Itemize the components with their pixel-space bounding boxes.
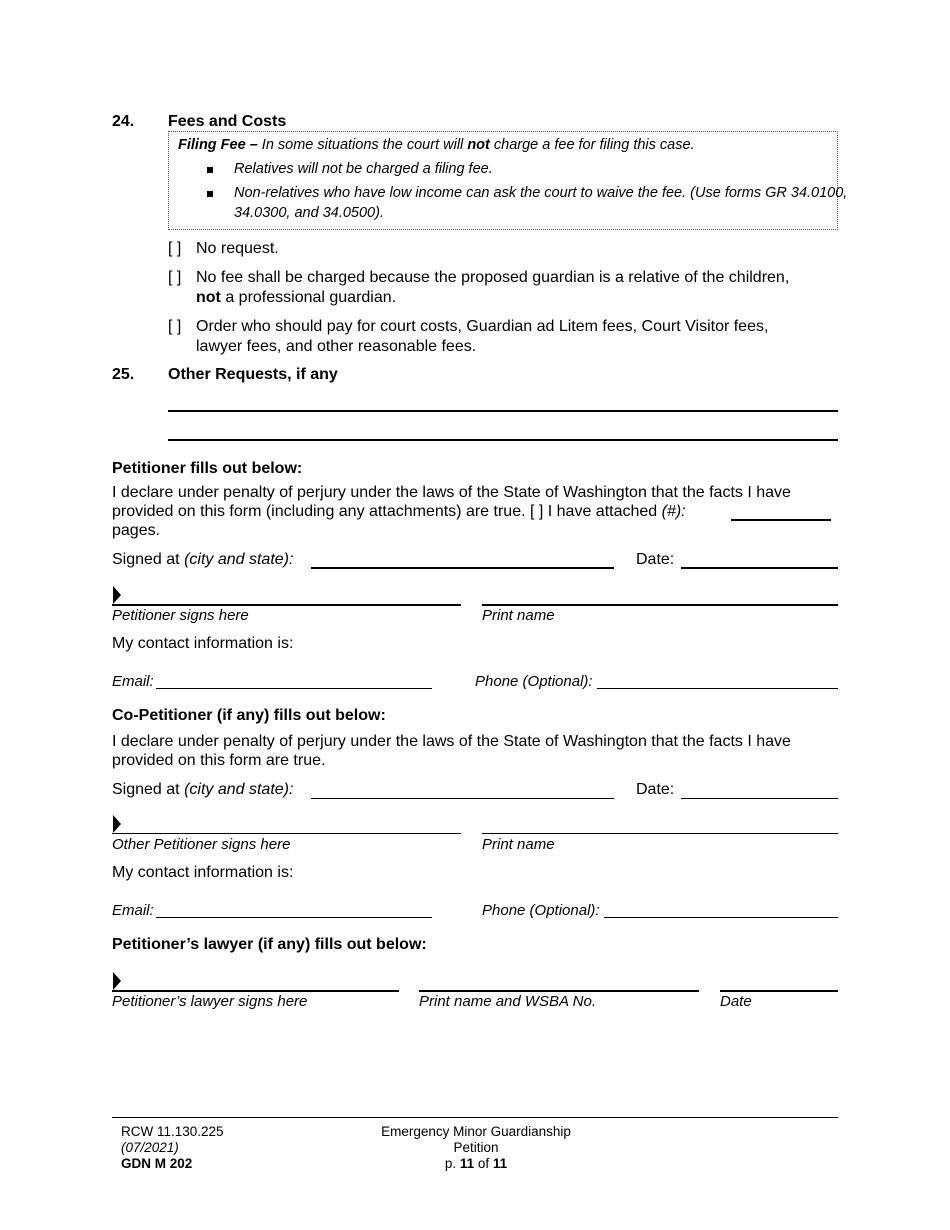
option-order-pay-line2: lawyer fees, and other reasonable fees. bbox=[196, 338, 477, 355]
checkbox-no-fee[interactable]: [ ] bbox=[168, 269, 182, 286]
section-24-number: 24. bbox=[112, 113, 135, 130]
co-petitioner-date-field[interactable] bbox=[681, 798, 838, 799]
petitioner-declaration-line1: I declare under penalty of perjury under the laws of the State of Washington that the facts I have bbox=[112, 484, 791, 501]
page-of: of bbox=[474, 1156, 493, 1171]
sign-here-arrow-icon bbox=[113, 586, 121, 604]
petitioner-signature-field[interactable] bbox=[112, 604, 461, 606]
petitioner-contact-label: My contact information is: bbox=[112, 635, 294, 652]
footer-rcw: RCW 11.130.225 bbox=[121, 1124, 224, 1139]
co-petitioner-print-name-label: Print name bbox=[482, 836, 555, 853]
filing-fee-bullet-2-line1: Non-relatives who have low income can ask the court to waive the fee. (Use forms GR 34.0100, bbox=[234, 185, 848, 201]
filing-fee-label: Filing Fee – bbox=[178, 137, 258, 153]
filing-fee-not: not bbox=[467, 137, 490, 153]
petitioner-heading: Petitioner fills out below: bbox=[112, 460, 303, 477]
attached-pages-field[interactable] bbox=[731, 519, 831, 521]
lawyer-signature-field[interactable] bbox=[112, 990, 399, 992]
footer-center bbox=[356, 1124, 596, 1172]
signed-at-text: Signed at bbox=[112, 781, 185, 798]
filing-fee-note bbox=[178, 137, 695, 153]
petitioner-email-field[interactable] bbox=[156, 688, 432, 689]
filing-fee-text-1: In some situations the court will bbox=[257, 137, 468, 153]
footer-divider bbox=[112, 1117, 838, 1118]
lawyer-date-label: Date bbox=[720, 993, 752, 1010]
petitioner-declaration-line3: pages. bbox=[112, 522, 161, 539]
co-petitioner-phone-field[interactable] bbox=[604, 917, 838, 918]
petitioner-city-state-field[interactable] bbox=[311, 567, 614, 569]
city-state-label: (city and state): bbox=[184, 551, 294, 568]
option-no-fee-line2 bbox=[196, 289, 396, 307]
bullet-icon bbox=[207, 167, 213, 173]
section-25-title: Other Requests, if any bbox=[168, 366, 338, 383]
petitioner-signed-at-label bbox=[112, 551, 293, 569]
petitioner-date-field[interactable] bbox=[681, 567, 838, 569]
petitioner-print-name-label: Print name bbox=[482, 607, 555, 624]
petitioner-print-name-field[interactable] bbox=[482, 604, 838, 606]
option-no-fee-not: not bbox=[196, 289, 221, 306]
other-requests-line-2[interactable] bbox=[168, 439, 838, 441]
co-petitioner-email-field[interactable] bbox=[156, 917, 432, 918]
option-order-pay-line1: Order who should pay for court costs, Guardian ad Litem fees, Court Visitor fees, bbox=[196, 318, 769, 335]
option-no-request: No request. bbox=[196, 240, 279, 257]
other-requests-line-1[interactable] bbox=[168, 410, 838, 412]
option-no-fee-rest: a professional guardian. bbox=[220, 289, 397, 306]
co-petitioner-declaration-line2: provided on this form are true. bbox=[112, 752, 326, 769]
page-total: 11 bbox=[492, 1156, 508, 1171]
footer-title-line1: Emergency Minor Guardianship bbox=[381, 1124, 571, 1139]
co-petitioner-print-name-field[interactable] bbox=[482, 833, 838, 834]
filing-fee-text-2: charge a fee for filing this case. bbox=[489, 137, 695, 153]
co-petitioner-city-state-field[interactable] bbox=[311, 798, 614, 799]
page-current: 11 bbox=[459, 1156, 475, 1171]
co-petitioner-date-label: Date: bbox=[636, 781, 675, 798]
footer-form-id: GDN M 202 bbox=[121, 1156, 193, 1171]
footer-title-line2: Petition bbox=[453, 1140, 499, 1155]
option-no-fee-line1: No fee shall be charged because the proposed guardian is a relative of the children, bbox=[196, 269, 790, 286]
page-prefix: p. bbox=[444, 1156, 460, 1171]
petitioner-email-label: Email: bbox=[112, 673, 154, 690]
city-state-label: (city and state): bbox=[184, 781, 294, 798]
co-petitioner-signature-field[interactable] bbox=[112, 833, 461, 834]
co-petitioner-email-label: Email: bbox=[112, 902, 154, 919]
co-petitioner-signed-at-label bbox=[112, 781, 293, 799]
lawyer-print-name-label: Print name and WSBA No. bbox=[419, 993, 597, 1010]
sign-here-arrow-icon bbox=[113, 815, 121, 833]
footer-left bbox=[121, 1124, 224, 1172]
checkbox-no-request[interactable]: [ ] bbox=[168, 240, 182, 257]
petitioner-phone-label: Phone (Optional): bbox=[475, 673, 593, 690]
petitioner-declaration-text: provided on this form (including any attachments) are true. [ ] I have attached bbox=[112, 503, 662, 520]
lawyer-signs-here-label: Petitioner’s lawyer signs here bbox=[112, 993, 308, 1010]
lawyer-print-name-field[interactable] bbox=[419, 990, 699, 992]
co-petitioner-contact-label: My contact information is: bbox=[112, 864, 294, 881]
co-petitioner-declaration-line1: I declare under penalty of perjury under the laws of the State of Washington that the facts I have bbox=[112, 733, 791, 750]
filing-fee-bullet-2-line2: 34.0300, and 34.0500). bbox=[234, 205, 384, 221]
lawyer-date-field[interactable] bbox=[720, 990, 838, 992]
bullet-icon bbox=[207, 191, 213, 197]
section-25-number: 25. bbox=[112, 366, 135, 383]
attached-pages-label: (#): bbox=[661, 503, 686, 520]
petitioner-date-label: Date: bbox=[636, 551, 675, 568]
petitioner-declaration-line2 bbox=[112, 503, 686, 521]
section-24-title: Fees and Costs bbox=[168, 113, 287, 130]
co-petitioner-heading: Co-Petitioner (if any) fills out below: bbox=[112, 707, 386, 724]
footer-version: (07/2021) bbox=[121, 1140, 179, 1155]
footer-page-number bbox=[356, 1156, 596, 1172]
co-petitioner-signs-here-label: Other Petitioner signs here bbox=[112, 836, 291, 853]
filing-fee-bullet-1: Relatives will not be charged a filing fee. bbox=[234, 161, 493, 177]
petitioner-signs-here-label: Petitioner signs here bbox=[112, 607, 249, 624]
signed-at-text: Signed at bbox=[112, 551, 185, 568]
petitioner-phone-field[interactable] bbox=[597, 688, 838, 689]
checkbox-order-pay[interactable]: [ ] bbox=[168, 318, 182, 335]
lawyer-heading: Petitioner’s lawyer (if any) fills out below: bbox=[112, 936, 427, 953]
sign-here-arrow-icon bbox=[113, 972, 121, 990]
co-petitioner-phone-label: Phone (Optional): bbox=[482, 902, 600, 919]
